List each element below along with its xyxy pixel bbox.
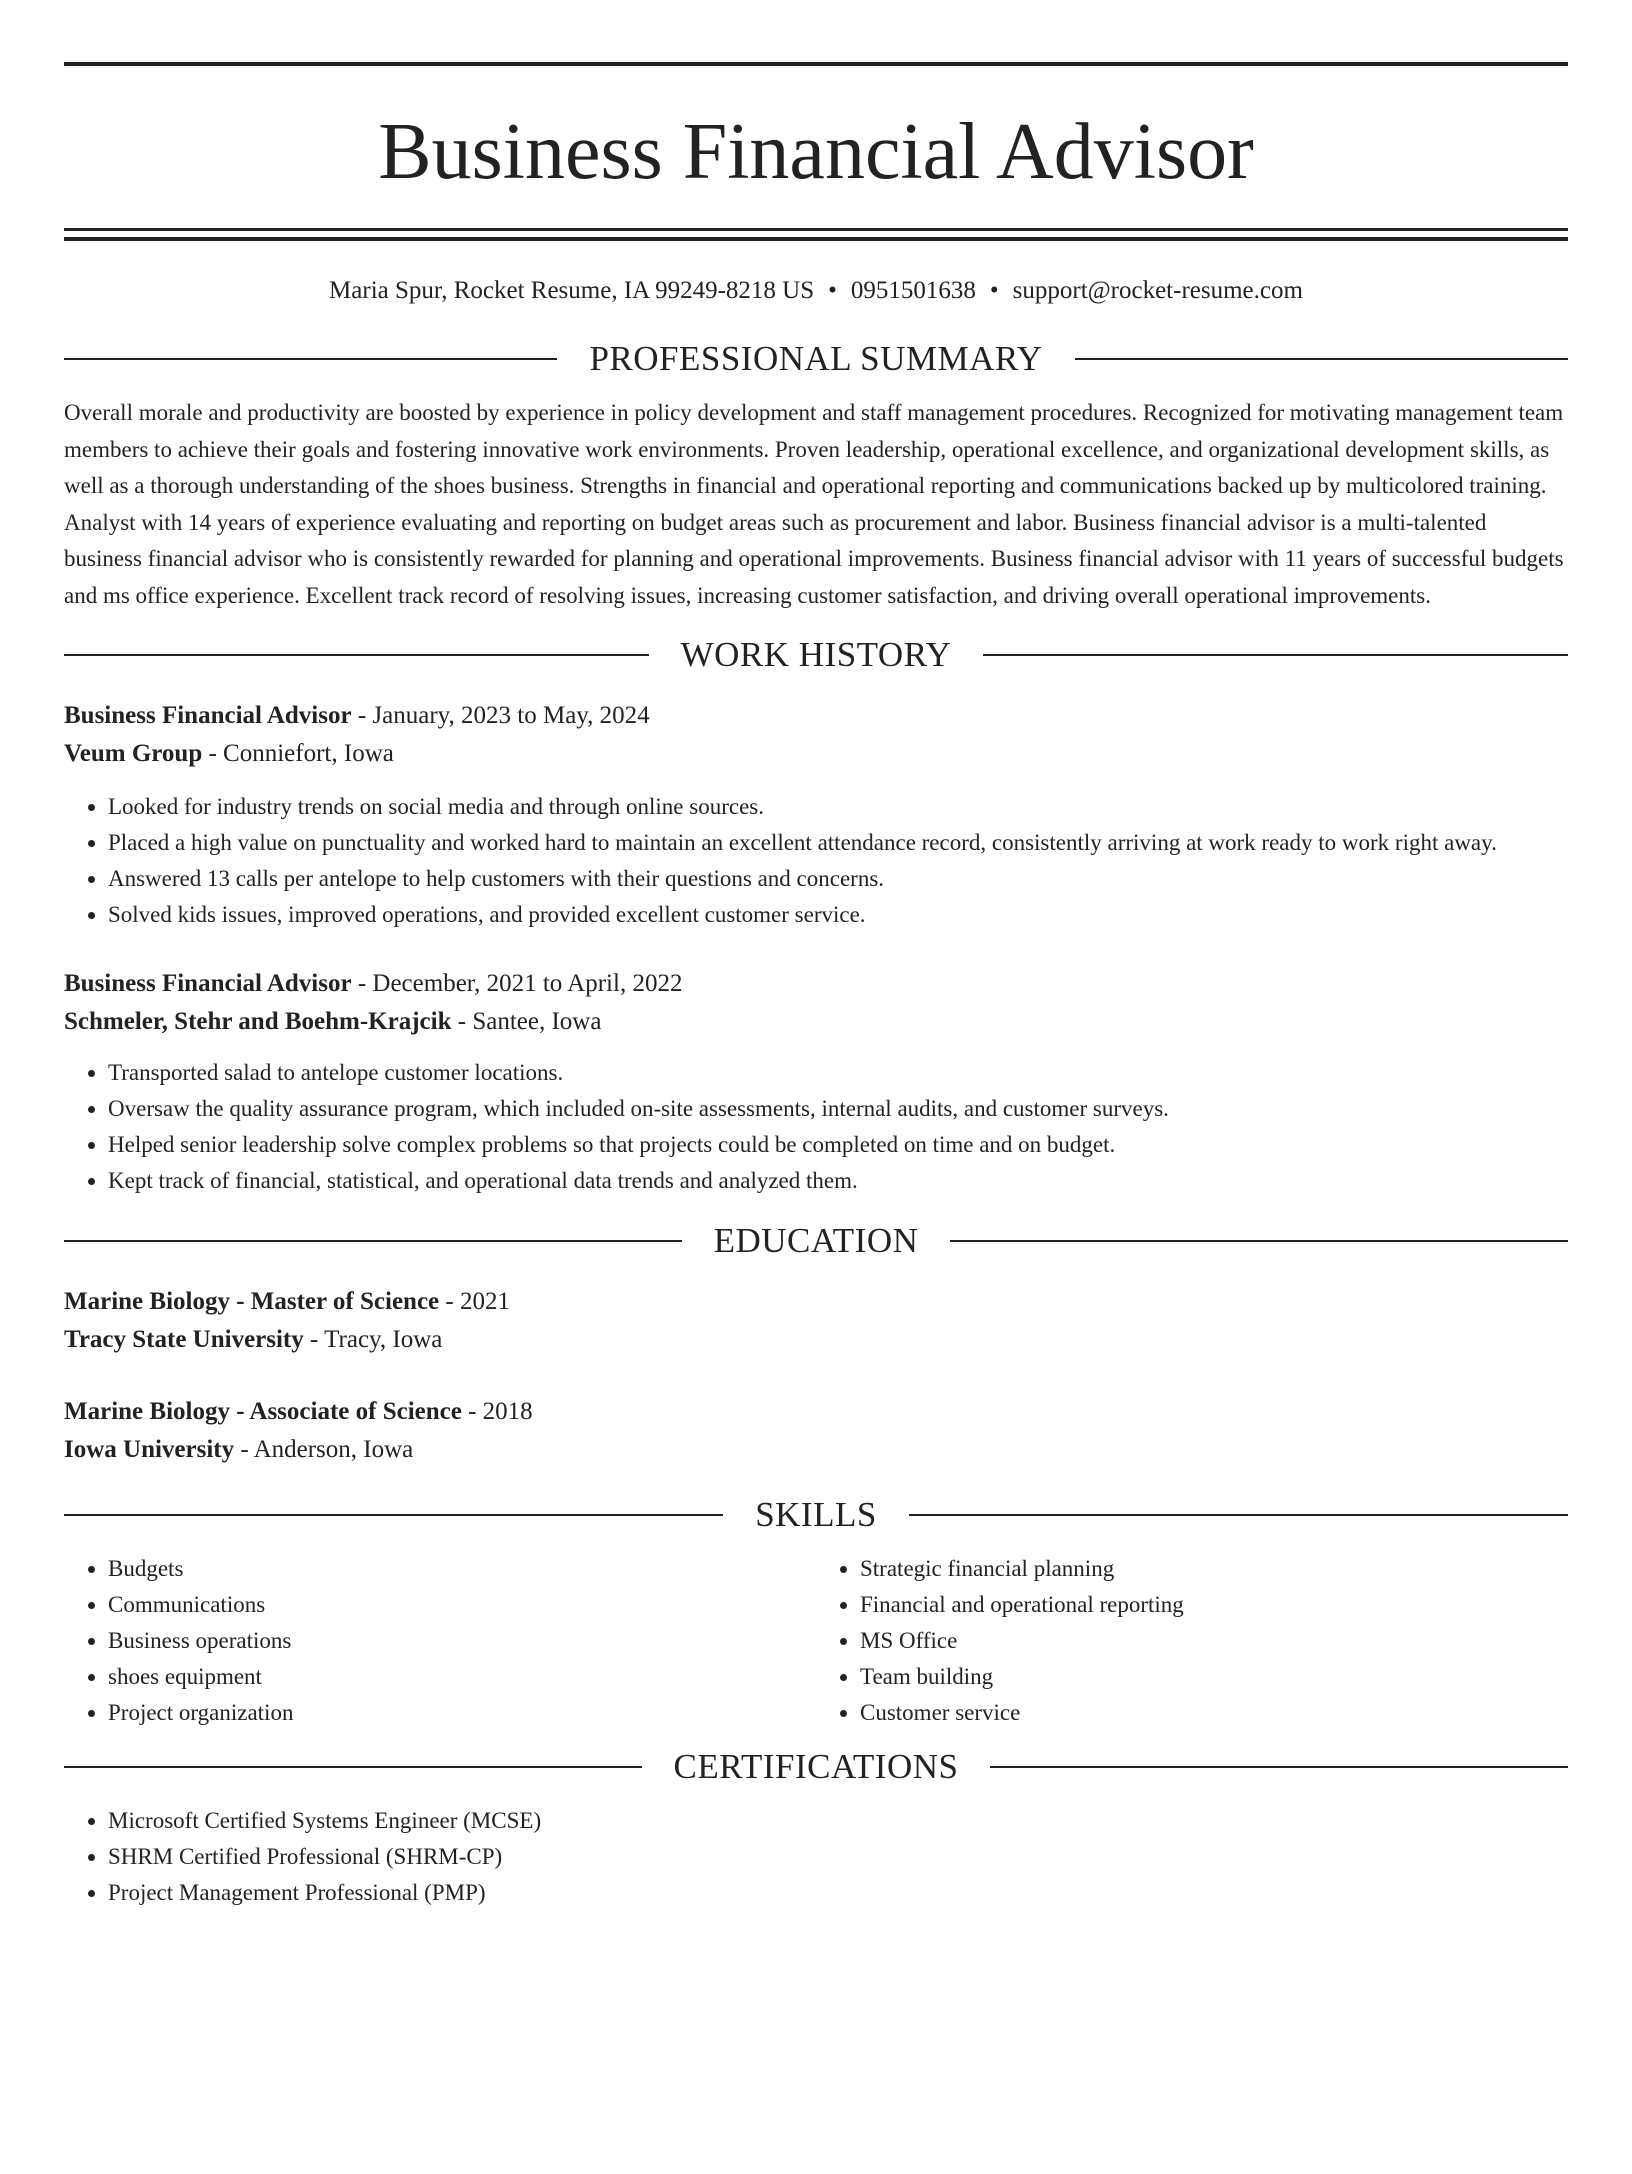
education-degree: Marine Biology - Master of Science — [64, 1288, 440, 1315]
contact-phone: 0951501638 — [850, 277, 976, 304]
skills-list-right — [816, 1551, 1568, 1731]
heading-rule-left — [64, 1240, 682, 1242]
job-company: Veum Group — [64, 740, 203, 767]
skills-list-left — [64, 1551, 816, 1731]
education-school-line — [64, 1431, 1568, 1469]
list-item: • Kept track of financial, statistical, and operational data trends and analyzed them. — [108, 1163, 1568, 1199]
skill-item: • MS Office — [860, 1623, 1568, 1659]
skill-item: • Project organization — [108, 1695, 816, 1731]
section-heading-work-history — [64, 633, 1568, 677]
education-year: - 2018 — [461, 1398, 533, 1425]
heading-rule-left — [64, 654, 649, 656]
job-dates: - January, 2023 to May, 2024 — [351, 702, 650, 729]
list-item: • Answered 13 calls per antelope to help customers with their questions and concerns. — [108, 861, 1568, 897]
skill-item: • Business operations — [108, 1623, 816, 1659]
contact-separator: • — [989, 277, 999, 304]
skill-item: • shoes equipment — [108, 1659, 816, 1695]
job-title-line — [64, 965, 1568, 1003]
heading-rule-left — [64, 358, 557, 360]
heading-rule-left — [64, 1514, 723, 1516]
section-heading-certifications — [64, 1745, 1568, 1789]
education-degree-line — [64, 1283, 1568, 1321]
certification-item: • SHRM Certified Professional (SHRM-CP) — [108, 1839, 1568, 1875]
header-double-rule — [64, 228, 1568, 241]
heading-rule-left — [64, 1766, 642, 1768]
job-title: Business Financial Advisor — [64, 702, 352, 729]
heading-rule-right — [983, 654, 1568, 656]
header-top-rule — [64, 62, 1568, 66]
skill-item: • Financial and operational reporting — [860, 1587, 1568, 1623]
list-item: • Transported salad to antelope customer locations. — [108, 1055, 1568, 1091]
job-company-line — [64, 735, 1568, 773]
job-entry — [64, 697, 1568, 933]
education-school: Tracy State University — [64, 1326, 304, 1353]
section-heading-summary — [64, 337, 1568, 381]
skill-item: • Strategic financial planning — [860, 1551, 1568, 1587]
summary-text: Overall morale and productivity are boosted by experience in policy development and staff management procedures. Recognized for motivating management team members to achieve their goals and fostering innovative work environments. Proven leadership, operational excellence, and organizational development skills, as well as a thorough understanding of the shoes business. Strengths in financial and operational reporting and communications backed up by multicolored training. Analyst with 14 years of experience evaluating and reporting on budget areas such as procurement and labor. Business financial advisor is a multi-talented business financial advisor who is consistently rewarded for planning and operational improvements. Business financial advisor with 11 years of successful budgets and ms office experience. Excellent track record of resolving issues, increasing customer satisfaction, and driving overall operational improvements. — [64, 400, 1564, 608]
list-item: • Solved kids issues, improved operations, and provided excellent customer service. — [108, 897, 1568, 933]
section-title: PROFESSIONAL SUMMARY — [589, 339, 1043, 378]
list-item: • Placed a high value on punctuality and worked hard to maintain an excellent attendance record, consistently arriving at work ready to work right away. — [108, 825, 1568, 861]
contact-address: Maria Spur, Rocket Resume, IA 99249-8218 US — [329, 277, 815, 304]
list-item: • Oversaw the quality assurance program, which included on-site assessments, internal audits, and customer surveys. — [108, 1091, 1568, 1127]
contact-separator: • — [828, 277, 837, 304]
section-title: EDUCATION — [713, 1221, 919, 1260]
heading-rule-right — [990, 1766, 1568, 1768]
job-bullets — [64, 789, 1568, 933]
heading-rule-right — [1075, 358, 1568, 360]
section-title: CERTIFICATIONS — [673, 1747, 959, 1786]
certification-item: • Project Management Professional (PMP) — [108, 1875, 1568, 1911]
list-item: • Helped senior leadership solve complex problems so that projects could be completed on time and on budget. — [108, 1127, 1568, 1163]
skills-grid — [64, 1551, 1568, 1731]
education-degree: Marine Biology - Associate of Science — [64, 1398, 462, 1425]
certification-item: • Microsoft Certified Systems Engineer (MCSE) — [108, 1803, 1568, 1839]
certifications-list — [64, 1803, 1568, 1911]
section-heading-education — [64, 1219, 1568, 1263]
section-title: SKILLS — [755, 1495, 877, 1534]
resume-page — [0, 62, 1632, 2174]
contact-email: support@rocket-resume.com — [1012, 277, 1303, 304]
job-location: - Santee, Iowa — [451, 1008, 602, 1035]
education-location: - Anderson, Iowa — [234, 1436, 414, 1463]
heading-rule-right — [909, 1514, 1568, 1516]
skill-item: • Budgets — [108, 1551, 816, 1587]
education-location: - Tracy, Iowa — [303, 1326, 443, 1353]
education-degree-line — [64, 1393, 1568, 1431]
resume-title: Business Financial Advisor — [378, 108, 1254, 196]
job-bullets — [64, 1055, 1568, 1199]
skill-item: • Customer service — [860, 1695, 1568, 1731]
education-entry — [64, 1393, 1568, 1469]
job-company: Schmeler, Stehr and Boehm-Krajcik — [64, 1008, 452, 1035]
list-item: • Looked for industry trends on social media and through online sources. — [108, 789, 1568, 825]
skill-item: • Communications — [108, 1587, 816, 1623]
education-school-line — [64, 1321, 1568, 1359]
section-title: WORK HISTORY — [680, 635, 952, 674]
job-entry — [64, 965, 1568, 1199]
education-year: - 2021 — [439, 1288, 510, 1315]
job-title: Business Financial Advisor — [64, 970, 352, 997]
education-school: Iowa University — [64, 1436, 235, 1463]
job-company-line — [64, 1003, 1568, 1041]
heading-rule-right — [950, 1240, 1568, 1242]
job-location: - Conniefort, Iowa — [202, 740, 394, 767]
job-dates: - December, 2021 to April, 2022 — [351, 970, 683, 997]
education-entry — [64, 1283, 1568, 1359]
job-title-line — [64, 697, 1568, 735]
section-heading-skills — [64, 1493, 1568, 1537]
skill-item: • Team building — [860, 1659, 1568, 1695]
contact-line — [64, 275, 1568, 307]
